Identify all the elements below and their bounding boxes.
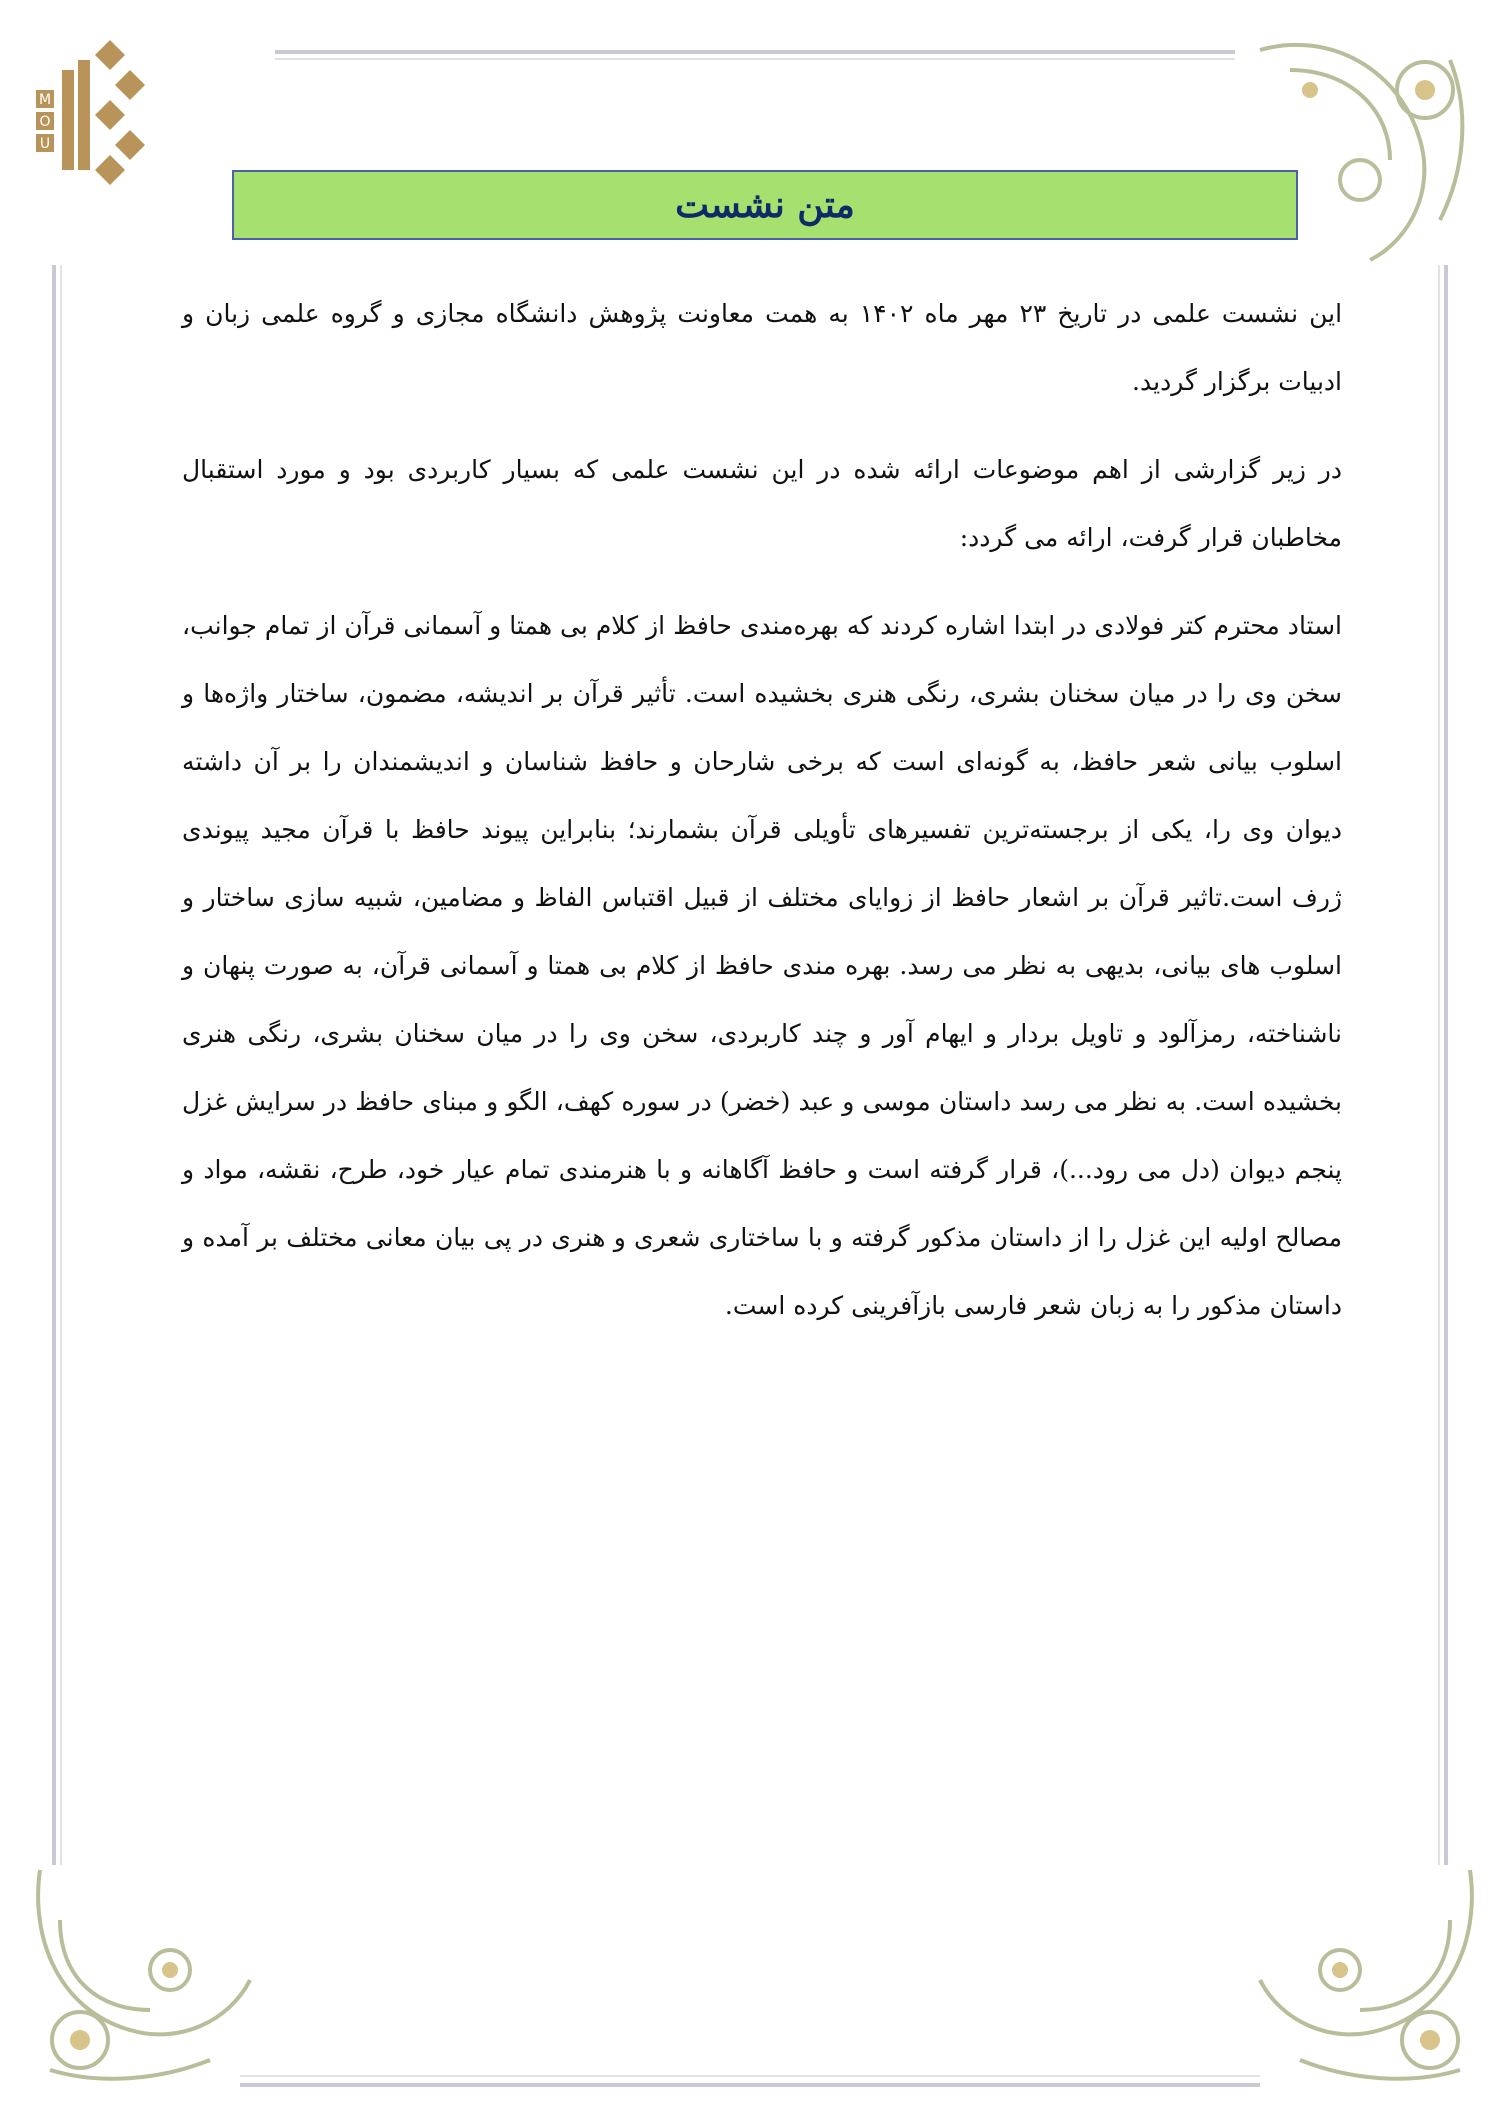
document-body [182, 280, 1342, 1360]
frame-left-line-inner [60, 265, 62, 1865]
frame-bottom-line-inner [240, 2075, 1260, 2077]
ornament-bottom-left [20, 1860, 260, 2100]
frame-left-line [52, 265, 56, 1865]
frame-bottom-line [240, 2083, 1260, 2087]
page-title: متن نشست [675, 184, 855, 226]
paragraph-main: استاد محترم کتر فولادی در ابتدا اشاره کردند که بهره‌مندی حافظ از کلام بی همتا و آسمانی قرآن از تمام جوانب، سخن وی را در میان سخنان بشری، رنگی هنری بخشیده است. تأثیر قرآن بر اندیشه، مضمون، ساختار واژه‌ها و اسلوب بیانی شعر حافظ، به گونه‌ای است که برخی شارحان و حافظ شناسان و اندیشمندان را بر آن داشته دیوان وی را، یکی از برجسته‌ترین تفسیرهای تأویلی قرآن بشمارند؛ بنابراین پیوند حافظ با قرآن مجید پیوندی ژرف است.تاثیر قرآن بر اشعار حافظ از زوایای مختلف از قبیل اقتباس الفاظ و مضامین، شبیه سازی ساختار و اسلوب های بیانی، بدیهی به نظر می رسد. بهره مندی حافظ از کلام بی همتا و آسمانی قرآن، به صورت پنهان و ناشناخته، رمزآلود و تاویل بردار و ایهام آور و چند کاربردی، سخن وی را در میان سخنان بشری، رنگی هنری بخشیده است. به نظر می رسد داستان موسی و عبد (خضر) در سوره کهف، الگو و مبنای حافظ در سرایش غزل پنجم دیوان (دل می رود...)، قرار گرفته است و حافظ آگاهانه و با هنرمندی تمام عیار خود، طرح، نقشه، مواد و مصالح اولیه این غزل را از داستان مذکور گرفته و با ساختاری شعری و هنری در پی بیان معانی مختلف بر آمده و داستان مذکور را به زبان شعر فارسی بازآفرینی کرده است. [182, 611, 1342, 1320]
frame-top-line [275, 50, 1235, 54]
frame-right-line-inner [1438, 265, 1440, 1865]
university-logo [30, 30, 160, 190]
frame-right-line [1444, 265, 1448, 1865]
paragraph-intro: این نشست علمی در تاریخ ۲۳ مهر ماه ۱۴۰۲ به همت معاونت پژوهش دانشگاه مجازی و گروه علمی زبان و ادبیات برگزار گردید. [182, 299, 1343, 396]
paragraph-report: در زیر گزارشی از اهم موضوعات ارائه شده در این نشست علمی که بسیار کاربردی بود و مورد استقبال مخاطبان قرار گرفت، ارائه می گردد: [182, 455, 1342, 552]
title-box [232, 170, 1298, 240]
ornament-bottom-right [1250, 1860, 1490, 2100]
svg-text:U: U [39, 136, 51, 152]
svg-text:M: M [38, 92, 52, 108]
frame-top-line-inner [275, 58, 1235, 60]
svg-text:O: O [39, 114, 51, 130]
